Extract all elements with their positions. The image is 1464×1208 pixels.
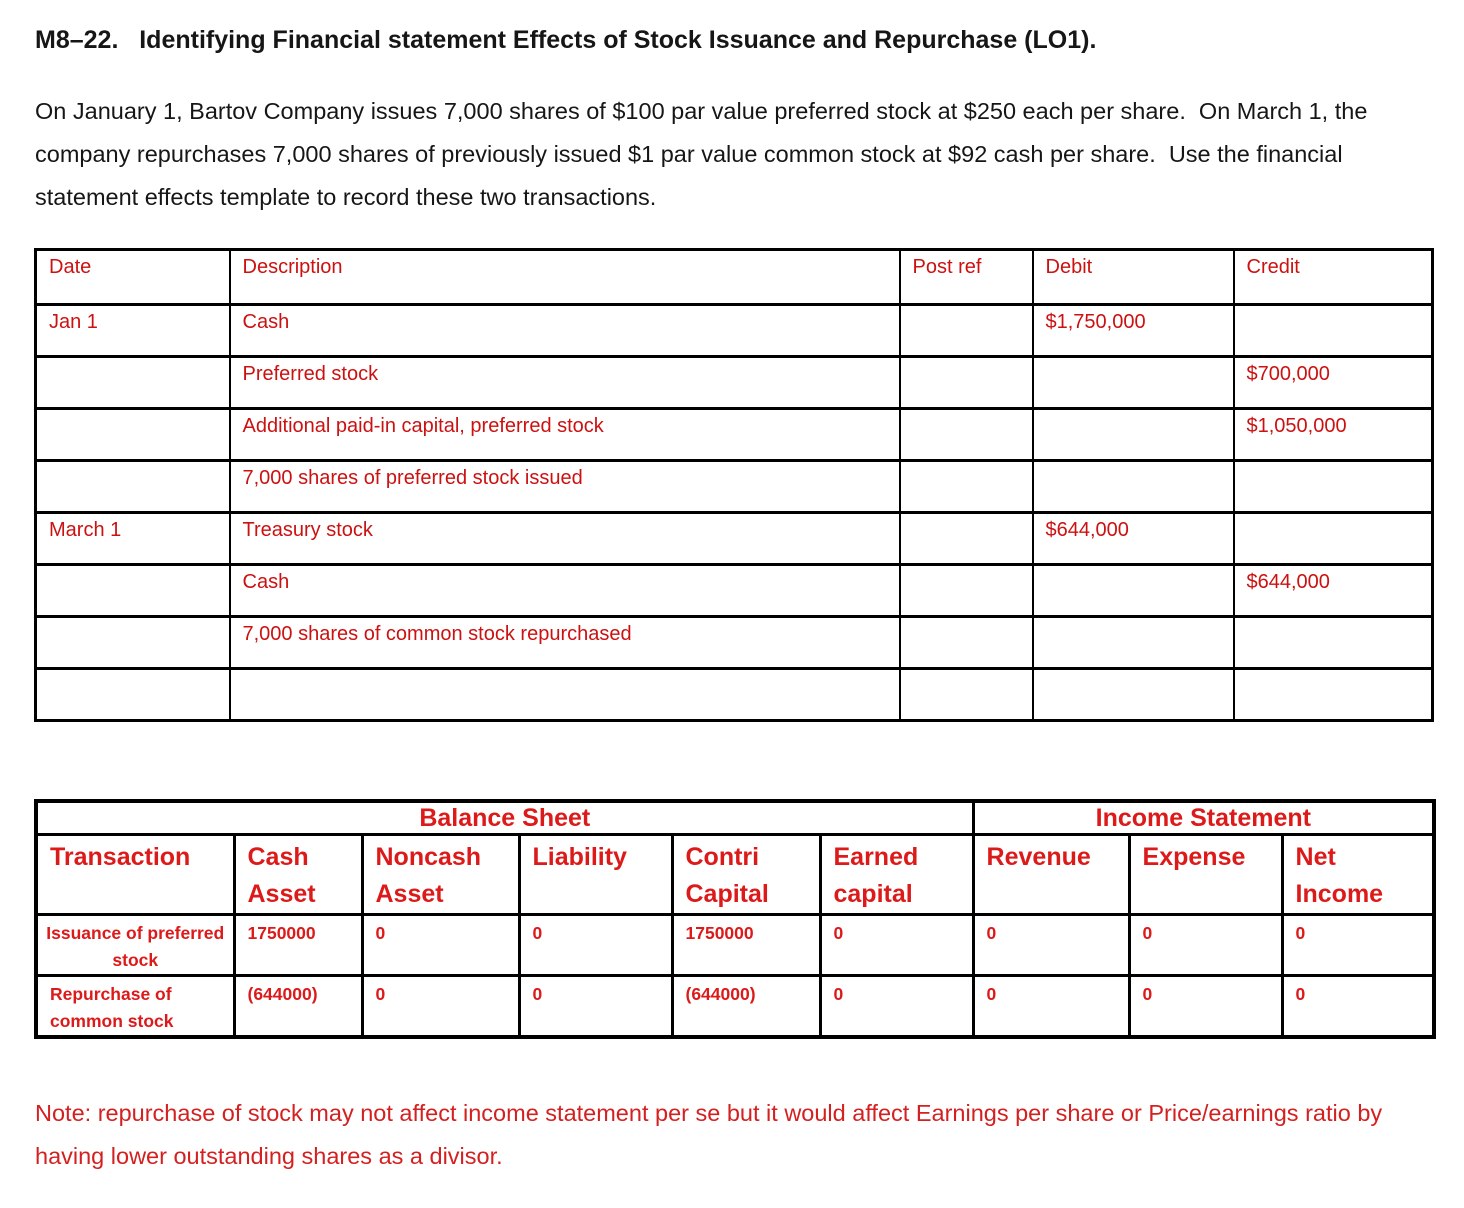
journal-header-debit: Debit — [1033, 250, 1234, 305]
journal-cell-postref — [900, 669, 1033, 721]
effects-cell-transaction: Issuance of preferred stock — [36, 915, 234, 976]
journal-cell-date: March 1 — [36, 513, 230, 565]
effects-cell-net-income: 0 — [1282, 915, 1434, 976]
effects-header-liability: Liability — [519, 835, 672, 915]
journal-row — [36, 513, 1433, 565]
journal-cell-postref — [900, 513, 1033, 565]
effects-cell-cash-asset: (644000) — [234, 976, 362, 1038]
effects-row-repurchase — [36, 976, 1434, 1038]
effects-cell-transaction: Repurchase of common stock — [36, 976, 234, 1038]
journal-cell-debit — [1033, 617, 1234, 669]
journal-header-description: Description — [230, 250, 900, 305]
journal-cell-debit — [1033, 669, 1234, 721]
journal-row-empty — [36, 669, 1433, 721]
effects-cell-net-income: 0 — [1282, 976, 1434, 1038]
journal-cell-debit: $1,750,000 — [1033, 305, 1234, 357]
effects-cell-earned-capital: 0 — [820, 976, 973, 1038]
page-title: M8–22. Identifying Financial statement Effects of Stock Issuance and Repurchase (LO1). — [35, 26, 1097, 54]
journal-cell-credit — [1234, 513, 1433, 565]
journal-header-postref: Post ref — [900, 250, 1033, 305]
journal-cell-credit — [1234, 617, 1433, 669]
journal-cell-debit — [1033, 461, 1234, 513]
journal-cell-postref — [900, 409, 1033, 461]
effects-cell-contri-capital: (644000) — [672, 976, 820, 1038]
journal-cell-credit — [1234, 461, 1433, 513]
journal-cell-credit — [1234, 669, 1433, 721]
journal-cell-debit — [1033, 409, 1234, 461]
effects-header-transaction: Transaction — [36, 835, 234, 915]
problem-statement: On January 1, Bartov Company issues 7,000 shares of $100 par value preferred stock at $250 each per share. On March 1, the company repurchases 7,000 shares of previously issued $1 par value common stock at $92 cash per share. Use the financial statement effects template to record these two transactions. — [35, 98, 1374, 210]
journal-cell-description: Cash — [230, 305, 900, 357]
journal-cell-description: 7,000 shares of preferred stock issued — [230, 461, 900, 513]
effects-header-revenue: Revenue — [973, 835, 1129, 915]
journal-cell-postref — [900, 617, 1033, 669]
journal-cell-date: Jan 1 — [36, 305, 230, 357]
effects-header-noncash-asset: Noncash Asset — [362, 835, 519, 915]
effects-cell-contri-capital: 1750000 — [672, 915, 820, 976]
journal-cell-description: Preferred stock — [230, 357, 900, 409]
journal-cell-postref — [900, 357, 1033, 409]
balance-sheet-group-header: Balance Sheet — [36, 801, 973, 835]
journal-cell-credit — [1234, 305, 1433, 357]
journal-row — [36, 305, 1433, 357]
journal-cell-credit: $1,050,000 — [1234, 409, 1433, 461]
effects-cell-noncash-asset: 0 — [362, 976, 519, 1038]
journal-cell-postref — [900, 461, 1033, 513]
journal-row — [36, 565, 1433, 617]
effects-cell-liability: 0 — [519, 976, 672, 1038]
journal-cell-debit: $644,000 — [1033, 513, 1234, 565]
journal-cell-description: 7,000 shares of common stock repurchased — [230, 617, 900, 669]
effects-column-header-row — [36, 835, 1434, 915]
effects-cell-earned-capital: 0 — [820, 915, 973, 976]
journal-header-row — [36, 250, 1433, 305]
journal-entry-table — [34, 248, 1434, 722]
journal-cell-description — [230, 669, 900, 721]
effects-header-expense: Expense — [1129, 835, 1282, 915]
journal-header-credit: Credit — [1234, 250, 1433, 305]
effects-header-cash-asset: Cash Asset — [234, 835, 362, 915]
effects-header-contri-capital: Contri Capital — [672, 835, 820, 915]
effects-cell-expense: 0 — [1129, 976, 1282, 1038]
journal-cell-description: Additional paid-in capital, preferred stock — [230, 409, 900, 461]
effects-cell-revenue: 0 — [973, 915, 1129, 976]
financial-effects-table — [34, 799, 1436, 1039]
journal-cell-date — [36, 617, 230, 669]
journal-cell-date — [36, 409, 230, 461]
journal-cell-date — [36, 461, 230, 513]
journal-cell-description: Treasury stock — [230, 513, 900, 565]
effects-cell-expense: 0 — [1129, 915, 1282, 976]
effects-row-issuance — [36, 915, 1434, 976]
effects-cell-revenue: 0 — [973, 976, 1129, 1038]
effects-cell-noncash-asset: 0 — [362, 915, 519, 976]
effects-cell-liability: 0 — [519, 915, 672, 976]
note-text: Note: repurchase of stock may not affect income statement per se but it would affect Earnings per share or Price/earnings ratio by having lower outstanding shares as a divisor. — [35, 1100, 1389, 1169]
journal-row — [36, 409, 1433, 461]
journal-cell-debit — [1033, 565, 1234, 617]
effects-header-earned-capital: Earned capital — [820, 835, 973, 915]
income-statement-group-header: Income Statement — [973, 801, 1434, 835]
effects-group-header-row — [36, 801, 1434, 835]
journal-cell-debit — [1033, 357, 1234, 409]
journal-row — [36, 617, 1433, 669]
effects-cell-cash-asset: 1750000 — [234, 915, 362, 976]
journal-cell-credit: $644,000 — [1234, 565, 1433, 617]
journal-cell-date — [36, 669, 230, 721]
journal-cell-date — [36, 357, 230, 409]
journal-header-date: Date — [36, 250, 230, 305]
journal-cell-postref — [900, 565, 1033, 617]
journal-cell-postref — [900, 305, 1033, 357]
journal-cell-credit: $700,000 — [1234, 357, 1433, 409]
effects-header-net-income: Net Income — [1282, 835, 1434, 915]
journal-row — [36, 357, 1433, 409]
journal-cell-date — [36, 565, 230, 617]
journal-row — [36, 461, 1433, 513]
journal-cell-description: Cash — [230, 565, 900, 617]
